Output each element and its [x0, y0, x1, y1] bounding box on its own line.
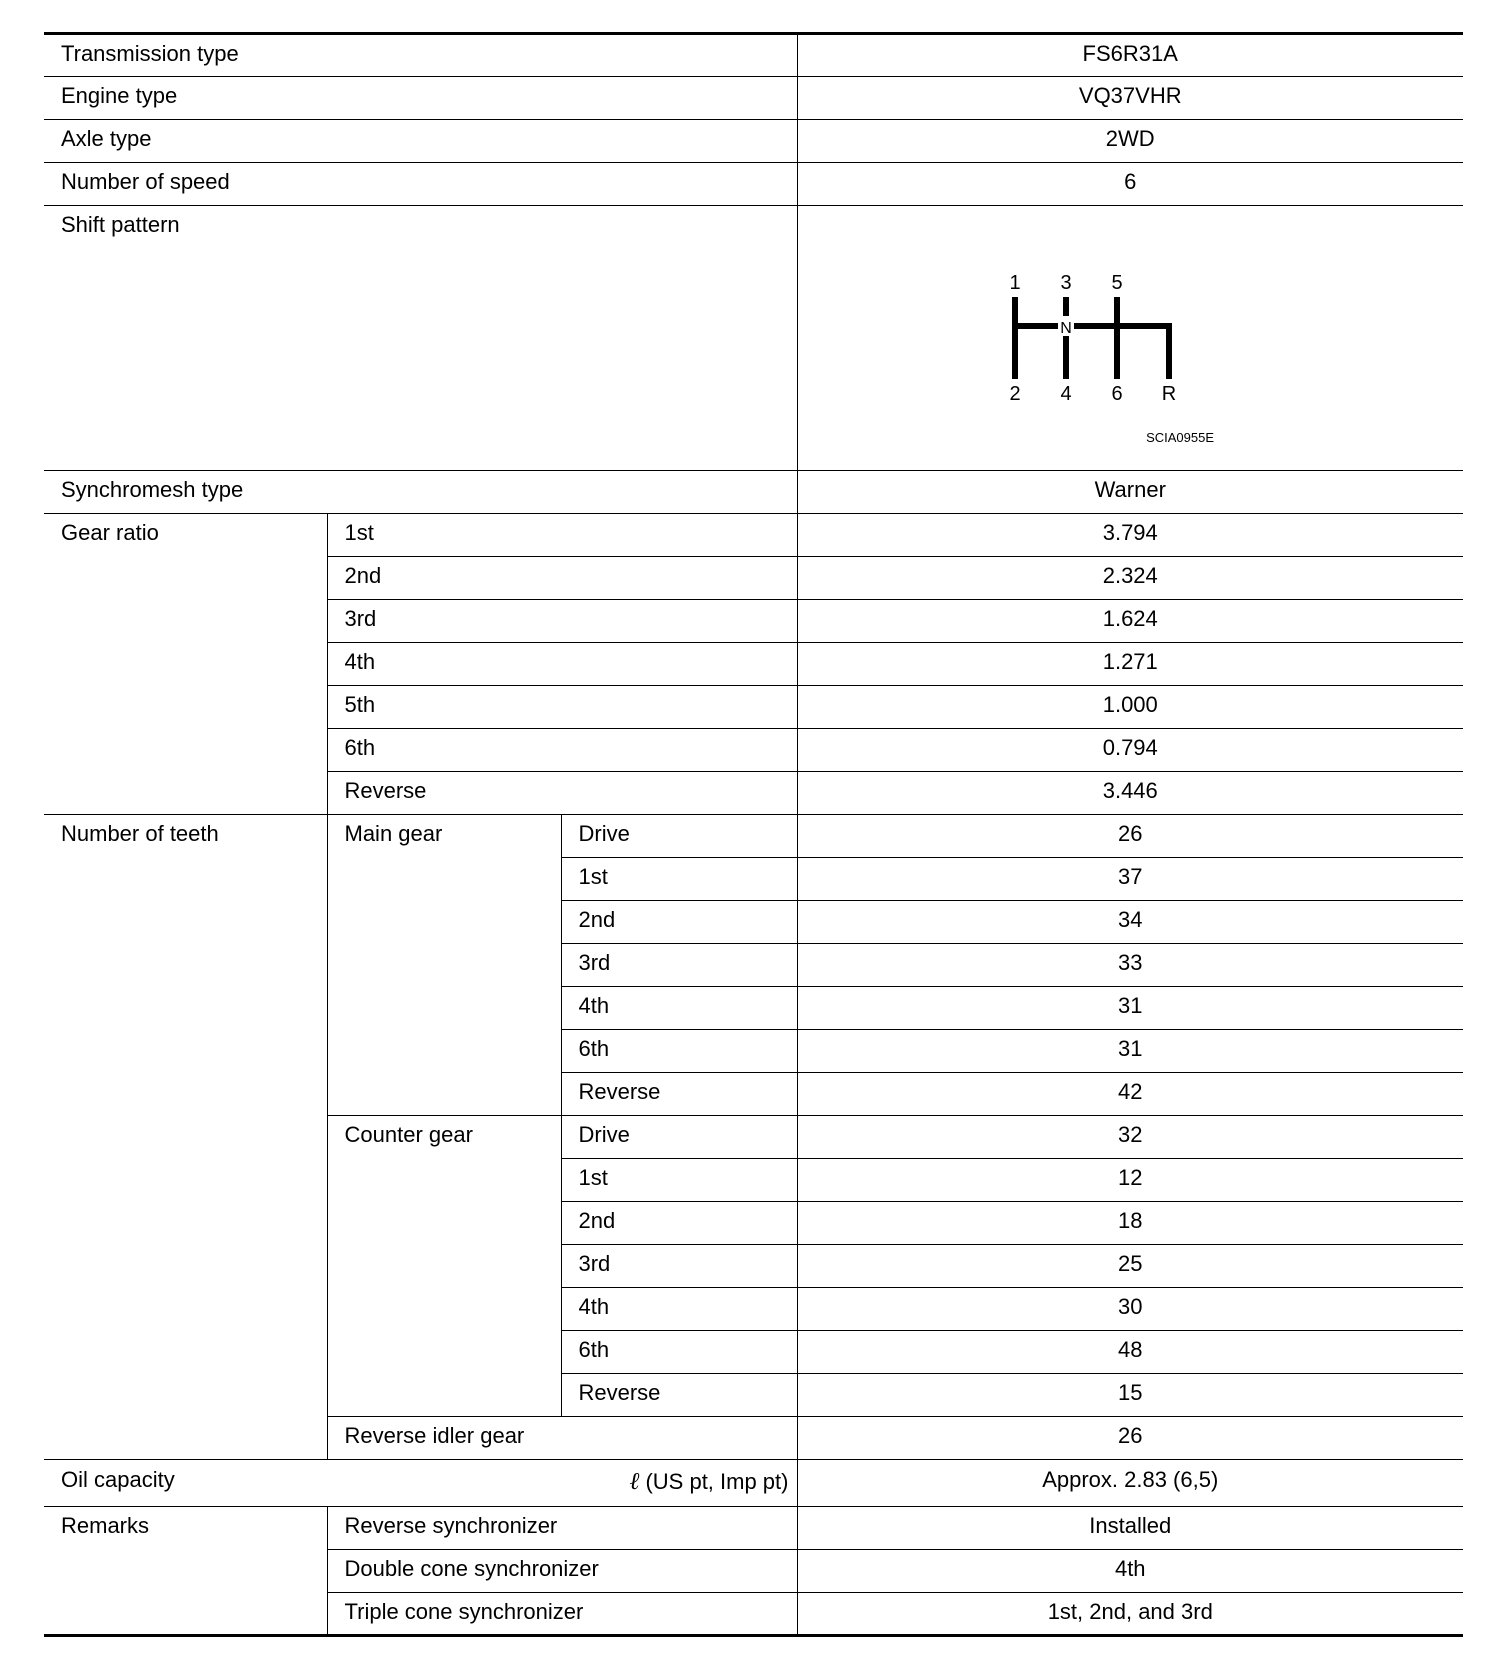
synchromesh-type-label: Synchromesh type — [44, 471, 797, 514]
counter-gear-teeth-value: 30 — [797, 1288, 1463, 1331]
transmission-type-value: FS6R31A — [797, 34, 1463, 77]
counter-gear-item: 1st — [561, 1159, 797, 1202]
row-shift-pattern — [44, 206, 1463, 471]
gear-label-5: 5 — [1111, 272, 1123, 294]
shift-pattern-diagram — [1000, 269, 1260, 459]
row-transmission-type — [44, 34, 1463, 77]
gear-ratio-gear: 6th — [327, 729, 797, 772]
row-engine-type — [44, 77, 1463, 120]
figure-code: SCIA0955E — [1146, 430, 1215, 445]
oil-capacity-unit-text: (US pt, Imp pt) — [645, 1469, 789, 1494]
oil-capacity-label: Oil capacity — [44, 1460, 327, 1507]
axle-type-label: Axle type — [44, 120, 797, 163]
main-gear-teeth-value: 37 — [797, 858, 1463, 901]
counter-gear-item: 4th — [561, 1288, 797, 1331]
gear-label-3: 3 — [1060, 272, 1072, 294]
oil-capacity-value: Approx. 2.83 (6,5) — [797, 1460, 1463, 1507]
main-gear-teeth-value: 31 — [797, 1030, 1463, 1073]
gear-ratio-gear: 5th — [327, 686, 797, 729]
row-main-gear-teeth — [44, 815, 1463, 858]
row-remarks — [44, 1507, 1463, 1550]
remarks-item: Triple cone synchronizer — [327, 1593, 797, 1636]
gear-ratio-value: 1.000 — [797, 686, 1463, 729]
remarks-value: 4th — [797, 1550, 1463, 1593]
main-gear-item: 4th — [561, 987, 797, 1030]
gear-ratio-value: 1.624 — [797, 600, 1463, 643]
gear-ratio-gear: 1st — [327, 514, 797, 557]
counter-gear-teeth-value: 25 — [797, 1245, 1463, 1288]
gear-ratio-gear: Reverse — [327, 772, 797, 815]
transmission-type-label: Transmission type — [44, 34, 797, 77]
gear-ratio-gear: 2nd — [327, 557, 797, 600]
gear-ratio-value: 0.794 — [797, 729, 1463, 772]
neutral-label: N — [1060, 320, 1073, 337]
counter-gear-teeth-value: 32 — [797, 1116, 1463, 1159]
counter-gear-item: 2nd — [561, 1202, 797, 1245]
main-gear-item: 6th — [561, 1030, 797, 1073]
main-gear-item: Reverse — [561, 1073, 797, 1116]
row-synchromesh-type — [44, 471, 1463, 514]
gear-ratio-gear: 3rd — [327, 600, 797, 643]
engine-type-value: VQ37VHR — [797, 77, 1463, 120]
counter-gear-item: 3rd — [561, 1245, 797, 1288]
shift-gate-lines — [1015, 297, 1169, 379]
row-number-of-speed — [44, 163, 1463, 206]
gear-ratio-value: 3.794 — [797, 514, 1463, 557]
transmission-spec-table — [44, 32, 1463, 1637]
counter-gear-label: Counter gear — [327, 1116, 561, 1417]
main-gear-teeth-value: 33 — [797, 944, 1463, 987]
gear-label-2: 2 — [1009, 383, 1021, 405]
row-oil-capacity — [44, 1460, 1463, 1507]
counter-gear-teeth-value: 48 — [797, 1331, 1463, 1374]
remarks-item: Reverse synchronizer — [327, 1507, 797, 1550]
main-gear-label: Main gear — [327, 815, 561, 1116]
liter-symbol: ℓ — [629, 1467, 640, 1495]
row-gear-ratio — [44, 514, 1463, 557]
main-gear-teeth-value: 34 — [797, 901, 1463, 944]
number-of-speed-value: 6 — [797, 163, 1463, 206]
number-of-teeth-label: Number of teeth — [44, 815, 327, 1460]
remarks-value: Installed — [797, 1507, 1463, 1550]
shift-pattern-cell — [797, 206, 1463, 471]
gear-label-reverse: R — [1162, 383, 1177, 405]
row-axle-type — [44, 120, 1463, 163]
counter-gear-teeth-value: 12 — [797, 1159, 1463, 1202]
counter-gear-teeth-value: 15 — [797, 1374, 1463, 1417]
gear-ratio-label: Gear ratio — [44, 514, 327, 815]
gear-ratio-value: 3.446 — [797, 772, 1463, 815]
remarks-value: 1st, 2nd, and 3rd — [797, 1593, 1463, 1636]
main-gear-teeth-value: 42 — [797, 1073, 1463, 1116]
oil-capacity-unit — [344, 1469, 797, 1493]
gear-label-6: 6 — [1111, 383, 1123, 405]
counter-gear-item: Drive — [561, 1116, 797, 1159]
shift-pattern-label: Shift pattern — [44, 206, 797, 471]
gear-ratio-gear: 4th — [327, 643, 797, 686]
gear-label-1: 1 — [1009, 272, 1021, 294]
gear-ratio-value: 1.271 — [797, 643, 1463, 686]
main-gear-item: 1st — [561, 858, 797, 901]
main-gear-item: Drive — [561, 815, 797, 858]
engine-type-label: Engine type — [44, 77, 797, 120]
number-of-speed-label: Number of speed — [44, 163, 797, 206]
main-gear-item: 3rd — [561, 944, 797, 987]
axle-type-value: 2WD — [797, 120, 1463, 163]
remarks-label: Remarks — [44, 1507, 327, 1636]
gear-label-4: 4 — [1060, 383, 1072, 405]
reverse-idler-gear-label: Reverse idler gear — [327, 1417, 797, 1460]
counter-gear-item: Reverse — [561, 1374, 797, 1417]
oil-capacity-unit-cell — [327, 1460, 797, 1507]
main-gear-teeth-value: 26 — [797, 815, 1463, 858]
gear-ratio-value: 2.324 — [797, 557, 1463, 600]
counter-gear-teeth-value: 18 — [797, 1202, 1463, 1245]
reverse-idler-gear-value: 26 — [797, 1417, 1463, 1460]
main-gear-item: 2nd — [561, 901, 797, 944]
main-gear-teeth-value: 31 — [797, 987, 1463, 1030]
synchromesh-type-value: Warner — [797, 471, 1463, 514]
remarks-item: Double cone synchronizer — [327, 1550, 797, 1593]
counter-gear-item: 6th — [561, 1331, 797, 1374]
